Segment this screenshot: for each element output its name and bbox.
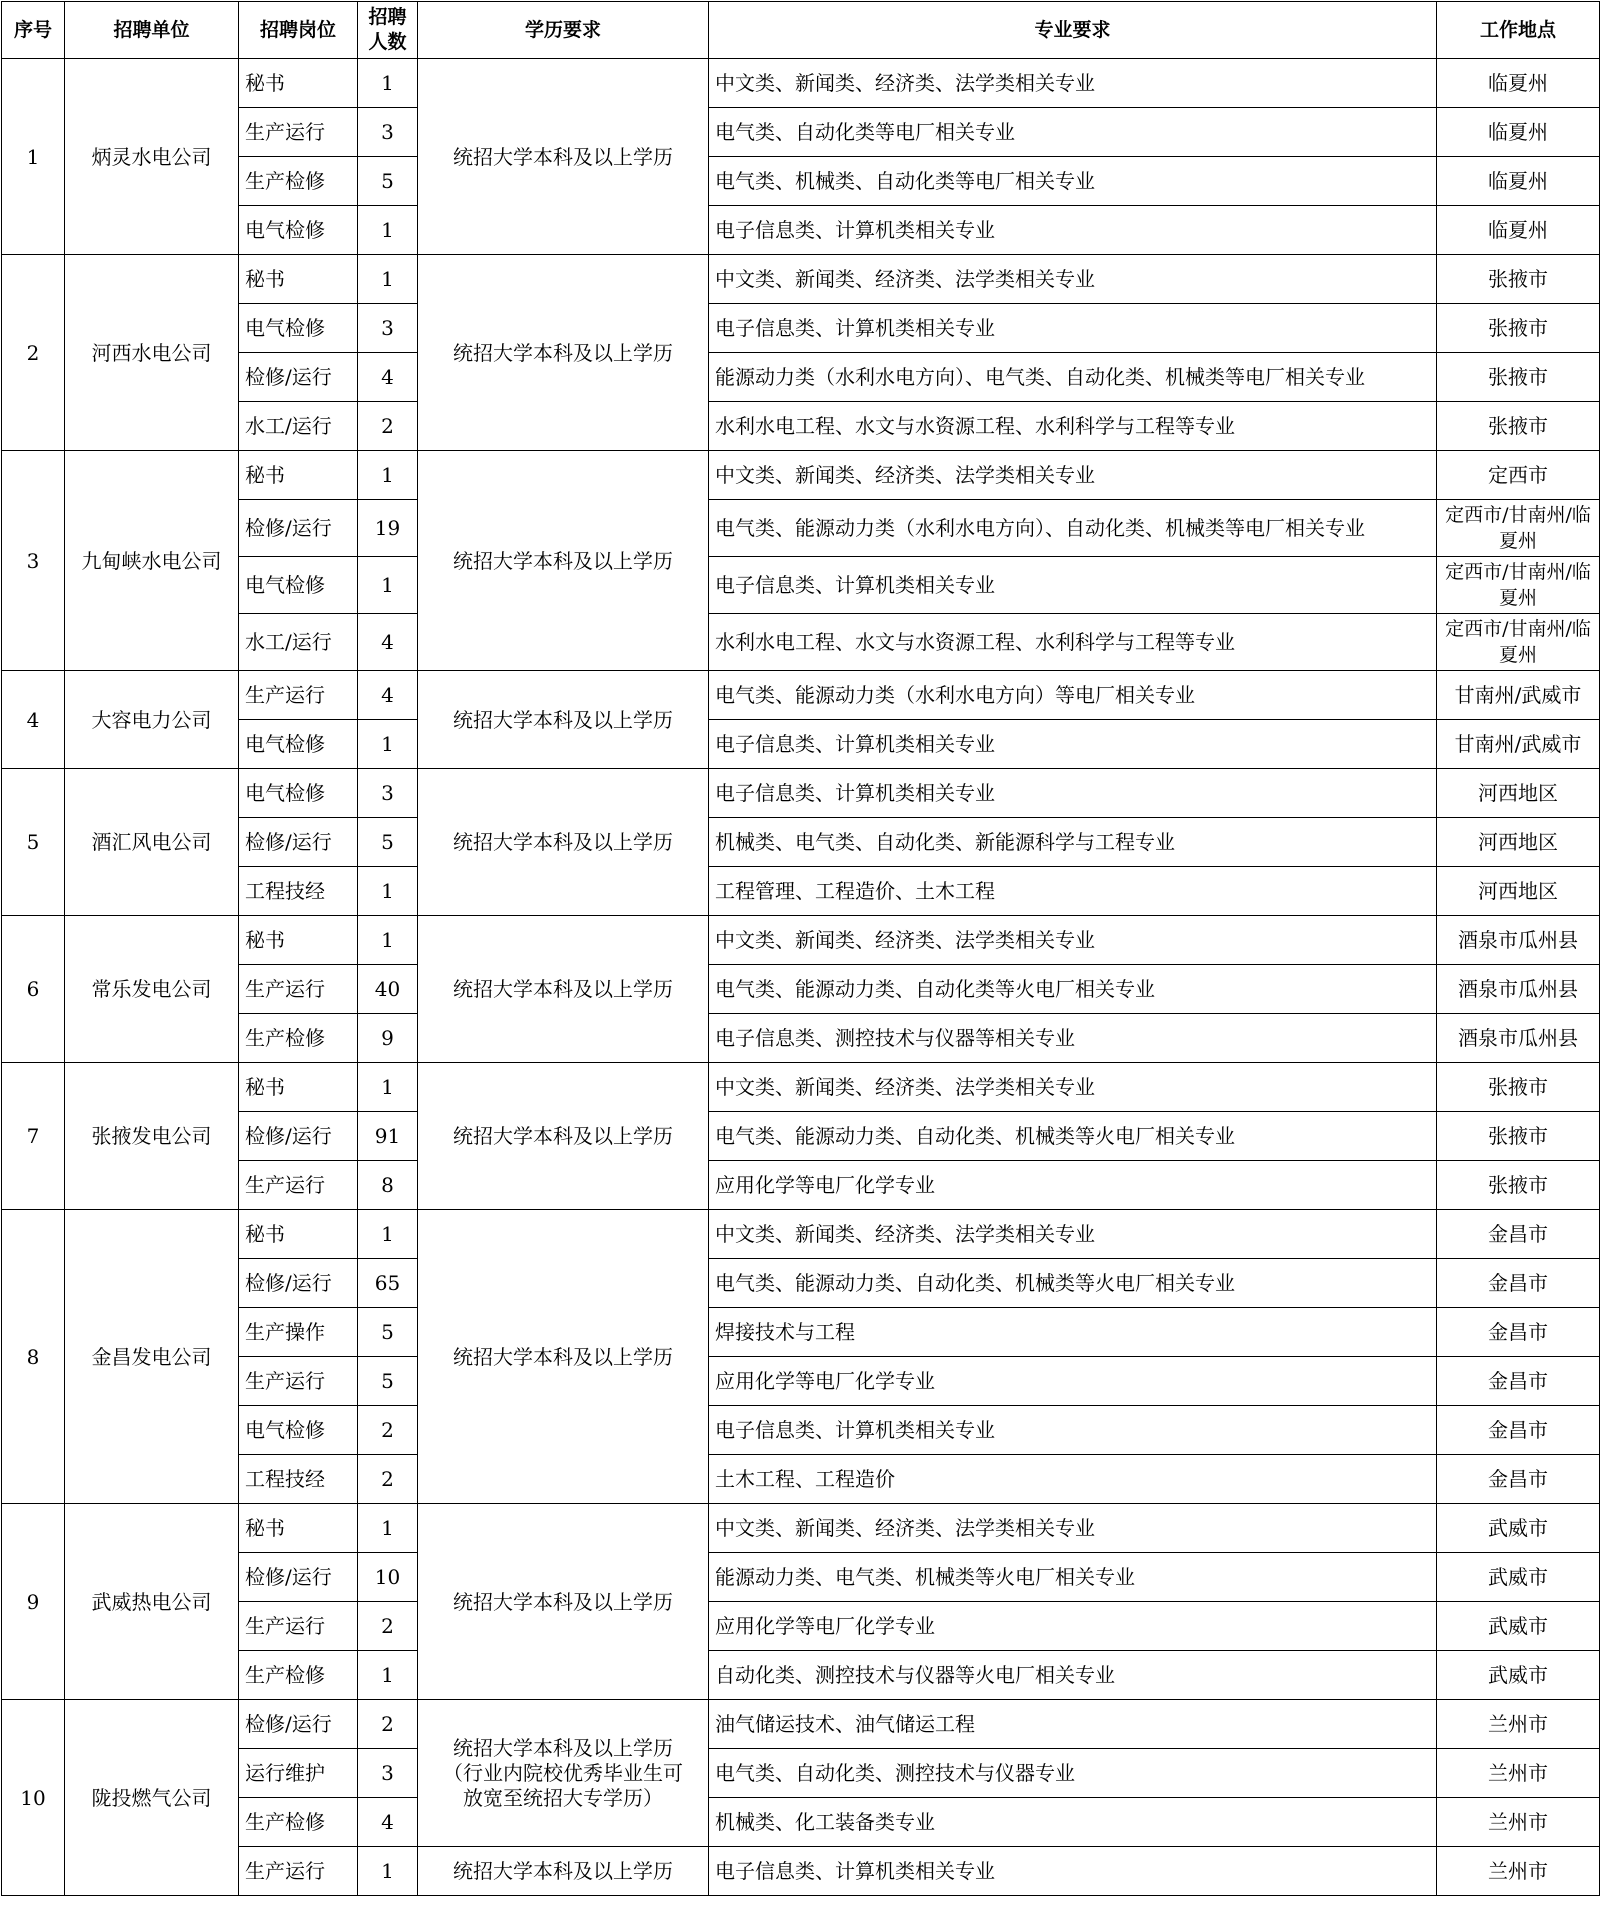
recruitment-table-wrapper: [1, 1, 1600, 1896]
post-cell: 生产运行: [239, 1602, 358, 1651]
count-cell: 1: [358, 916, 418, 965]
count-cell: 1: [358, 255, 418, 304]
table-row: [2, 353, 1600, 402]
major-cell: 电子信息类、计算机类相关专业: [709, 1847, 1437, 1896]
post-cell: 生产检修: [239, 1651, 358, 1700]
table-row: [2, 157, 1600, 206]
count-cell: 1: [358, 867, 418, 916]
table-row: [2, 1749, 1600, 1798]
post-cell: 工程技经: [239, 867, 358, 916]
location-cell: 金昌市: [1437, 1308, 1600, 1357]
location-cell: 甘南州/武威市: [1437, 671, 1600, 720]
post-cell: 检修/运行: [239, 1553, 358, 1602]
unit-cell: 酒汇风电公司: [65, 769, 239, 916]
table-row: [2, 451, 1600, 500]
table-row: [2, 671, 1600, 720]
location-cell: 金昌市: [1437, 1210, 1600, 1259]
seq-cell: 6: [2, 916, 65, 1063]
major-cell: 工程管理、工程造价、土木工程: [709, 867, 1437, 916]
count-cell: 9: [358, 1014, 418, 1063]
location-cell: 定西市/甘南州/临夏州: [1437, 557, 1600, 614]
count-cell: 1: [358, 557, 418, 614]
unit-cell: 河西水电公司: [65, 255, 239, 451]
post-cell: 生产检修: [239, 1798, 358, 1847]
post-cell: 检修/运行: [239, 1112, 358, 1161]
count-cell: 4: [358, 1798, 418, 1847]
table-row: [2, 1112, 1600, 1161]
table-row: [2, 818, 1600, 867]
table-row: [2, 1357, 1600, 1406]
count-cell: 4: [358, 614, 418, 671]
unit-cell: 大容电力公司: [65, 671, 239, 769]
unit-cell: 炳灵水电公司: [65, 59, 239, 255]
location-cell: 临夏州: [1437, 59, 1600, 108]
edu-cell: 统招大学本科及以上学历: [418, 916, 709, 1063]
table-row: [2, 867, 1600, 916]
table-body: [2, 59, 1600, 1896]
edu-cell: 统招大学本科及以上学历（行业内院校优秀毕业生可放宽至统招大专学历）: [418, 1700, 709, 1847]
table-row: [2, 59, 1600, 108]
major-cell: 中文类、新闻类、经济类、法学类相关专业: [709, 451, 1437, 500]
unit-cell: 张掖发电公司: [65, 1063, 239, 1210]
major-cell: 电子信息类、计算机类相关专业: [709, 304, 1437, 353]
count-cell: 10: [358, 1553, 418, 1602]
major-cell: 机械类、化工装备类专业: [709, 1798, 1437, 1847]
location-cell: 武威市: [1437, 1602, 1600, 1651]
major-cell: 电气类、能源动力类（水利水电方向）等电厂相关专业: [709, 671, 1437, 720]
location-cell: 临夏州: [1437, 108, 1600, 157]
location-cell: 甘南州/武威市: [1437, 720, 1600, 769]
seq-cell: 3: [2, 451, 65, 671]
post-cell: 生产操作: [239, 1308, 358, 1357]
post-cell: 电气检修: [239, 769, 358, 818]
table-row: [2, 1210, 1600, 1259]
count-cell: 4: [358, 671, 418, 720]
table-row: [2, 402, 1600, 451]
table-row: [2, 557, 1600, 614]
major-cell: 电气类、能源动力类（水利水电方向）、自动化类、机械类等电厂相关专业: [709, 500, 1437, 557]
post-cell: 电气检修: [239, 720, 358, 769]
seq-cell: 2: [2, 255, 65, 451]
seq-cell: 7: [2, 1063, 65, 1210]
post-cell: 电气检修: [239, 557, 358, 614]
table-row: [2, 206, 1600, 255]
major-cell: 水利水电工程、水文与水资源工程、水利科学与工程等专业: [709, 614, 1437, 671]
major-cell: 中文类、新闻类、经济类、法学类相关专业: [709, 916, 1437, 965]
location-cell: 酒泉市瓜州县: [1437, 965, 1600, 1014]
header-seq: 序号: [2, 2, 65, 59]
count-cell: 3: [358, 1749, 418, 1798]
table-row: [2, 1651, 1600, 1700]
post-cell: 检修/运行: [239, 818, 358, 867]
location-cell: 定西市/甘南州/临夏州: [1437, 500, 1600, 557]
location-cell: 酒泉市瓜州县: [1437, 916, 1600, 965]
location-cell: 金昌市: [1437, 1406, 1600, 1455]
post-cell: 电气检修: [239, 1406, 358, 1455]
count-cell: 5: [358, 157, 418, 206]
post-cell: 秘书: [239, 1210, 358, 1259]
major-cell: 中文类、新闻类、经济类、法学类相关专业: [709, 1210, 1437, 1259]
location-cell: 酒泉市瓜州县: [1437, 1014, 1600, 1063]
post-cell: 生产运行: [239, 1847, 358, 1896]
edu-cell: 统招大学本科及以上学历: [418, 671, 709, 769]
table-row: [2, 614, 1600, 671]
count-cell: 8: [358, 1161, 418, 1210]
post-cell: 生产运行: [239, 965, 358, 1014]
edu-cell: 统招大学本科及以上学历: [418, 769, 709, 916]
location-cell: 金昌市: [1437, 1259, 1600, 1308]
table-row: [2, 1847, 1600, 1896]
major-cell: 中文类、新闻类、经济类、法学类相关专业: [709, 59, 1437, 108]
table-row: [2, 1455, 1600, 1504]
location-cell: 张掖市: [1437, 402, 1600, 451]
table-row: [2, 1798, 1600, 1847]
recruitment-table: [1, 1, 1600, 1896]
location-cell: 兰州市: [1437, 1749, 1600, 1798]
table-row: [2, 1700, 1600, 1749]
seq-cell: 8: [2, 1210, 65, 1504]
major-cell: 电气类、能源动力类、自动化类等火电厂相关专业: [709, 965, 1437, 1014]
count-cell: 2: [358, 1406, 418, 1455]
location-cell: 河西地区: [1437, 867, 1600, 916]
post-cell: 电气检修: [239, 304, 358, 353]
header-major: 专业要求: [709, 2, 1437, 59]
location-cell: 金昌市: [1437, 1455, 1600, 1504]
post-cell: 秘书: [239, 1504, 358, 1553]
edu-cell: 统招大学本科及以上学历: [418, 1063, 709, 1210]
unit-cell: 陇投燃气公司: [65, 1700, 239, 1896]
count-cell: 1: [358, 1063, 418, 1112]
edu-cell: 统招大学本科及以上学历: [418, 255, 709, 451]
major-cell: 水利水电工程、水文与水资源工程、水利科学与工程等专业: [709, 402, 1437, 451]
count-cell: 65: [358, 1259, 418, 1308]
post-cell: 秘书: [239, 255, 358, 304]
post-cell: 秘书: [239, 59, 358, 108]
count-cell: 1: [358, 206, 418, 255]
post-cell: 生产检修: [239, 157, 358, 206]
header-post: 招聘岗位: [239, 2, 358, 59]
table-row: [2, 1063, 1600, 1112]
major-cell: 土木工程、工程造价: [709, 1455, 1437, 1504]
post-cell: 秘书: [239, 451, 358, 500]
seq-cell: 1: [2, 59, 65, 255]
major-cell: 油气储运技术、油气储运工程: [709, 1700, 1437, 1749]
table-row: [2, 1259, 1600, 1308]
count-cell: 2: [358, 1455, 418, 1504]
table-row: [2, 1308, 1600, 1357]
unit-cell: 金昌发电公司: [65, 1210, 239, 1504]
edu-cell: 统招大学本科及以上学历: [418, 1210, 709, 1504]
table-row: [2, 769, 1600, 818]
major-cell: 电子信息类、计算机类相关专业: [709, 769, 1437, 818]
table-row: [2, 1406, 1600, 1455]
location-cell: 张掖市: [1437, 255, 1600, 304]
location-cell: 张掖市: [1437, 1063, 1600, 1112]
post-cell: 检修/运行: [239, 353, 358, 402]
unit-cell: 九甸峡水电公司: [65, 451, 239, 671]
location-cell: 武威市: [1437, 1504, 1600, 1553]
post-cell: 秘书: [239, 916, 358, 965]
location-cell: 临夏州: [1437, 157, 1600, 206]
edu-cell: 统招大学本科及以上学历: [418, 1847, 709, 1896]
major-cell: 应用化学等电厂化学专业: [709, 1161, 1437, 1210]
table-row: [2, 965, 1600, 1014]
unit-cell: 常乐发电公司: [65, 916, 239, 1063]
major-cell: 电子信息类、测控技术与仪器等相关专业: [709, 1014, 1437, 1063]
post-cell: 生产检修: [239, 1014, 358, 1063]
count-cell: 19: [358, 500, 418, 557]
count-cell: 5: [358, 818, 418, 867]
post-cell: 生产运行: [239, 1161, 358, 1210]
location-cell: 河西地区: [1437, 769, 1600, 818]
major-cell: 机械类、电气类、自动化类、新能源科学与工程专业: [709, 818, 1437, 867]
unit-cell: 武威热电公司: [65, 1504, 239, 1700]
count-cell: 1: [358, 1504, 418, 1553]
seq-cell: 10: [2, 1700, 65, 1896]
count-cell: 2: [358, 1602, 418, 1651]
count-cell: 40: [358, 965, 418, 1014]
major-cell: 焊接技术与工程: [709, 1308, 1437, 1357]
major-cell: 电子信息类、计算机类相关专业: [709, 720, 1437, 769]
post-cell: 检修/运行: [239, 1700, 358, 1749]
major-cell: 应用化学等电厂化学专业: [709, 1602, 1437, 1651]
major-cell: 电气类、机械类、自动化类等电厂相关专业: [709, 157, 1437, 206]
post-cell: 生产运行: [239, 108, 358, 157]
post-cell: 运行维护: [239, 1749, 358, 1798]
major-cell: 电气类、能源动力类、自动化类、机械类等火电厂相关专业: [709, 1112, 1437, 1161]
table-row: [2, 108, 1600, 157]
count-cell: 1: [358, 720, 418, 769]
header-row: [2, 2, 1600, 59]
table-row: [2, 1161, 1600, 1210]
count-cell: 5: [358, 1357, 418, 1406]
post-cell: 检修/运行: [239, 500, 358, 557]
edu-cell: 统招大学本科及以上学历: [418, 59, 709, 255]
major-cell: 能源动力类、电气类、机械类等火电厂相关专业: [709, 1553, 1437, 1602]
major-cell: 应用化学等电厂化学专业: [709, 1357, 1437, 1406]
count-cell: 1: [358, 1651, 418, 1700]
major-cell: 能源动力类（水利水电方向）、电气类、自动化类、机械类等电厂相关专业: [709, 353, 1437, 402]
count-cell: 1: [358, 1210, 418, 1259]
location-cell: 兰州市: [1437, 1700, 1600, 1749]
table-row: [2, 304, 1600, 353]
post-cell: 水工/运行: [239, 402, 358, 451]
count-cell: 5: [358, 1308, 418, 1357]
major-cell: 中文类、新闻类、经济类、法学类相关专业: [709, 255, 1437, 304]
location-cell: 河西地区: [1437, 818, 1600, 867]
location-cell: 兰州市: [1437, 1847, 1600, 1896]
table-row: [2, 1014, 1600, 1063]
header-loc: 工作地点: [1437, 2, 1600, 59]
table-row: [2, 255, 1600, 304]
location-cell: 临夏州: [1437, 206, 1600, 255]
major-cell: 电子信息类、计算机类相关专业: [709, 557, 1437, 614]
location-cell: 定西市/甘南州/临夏州: [1437, 614, 1600, 671]
post-cell: 生产运行: [239, 1357, 358, 1406]
count-cell: 3: [358, 108, 418, 157]
table-row: [2, 916, 1600, 965]
major-cell: 电子信息类、计算机类相关专业: [709, 206, 1437, 255]
post-cell: 秘书: [239, 1063, 358, 1112]
location-cell: 张掖市: [1437, 1161, 1600, 1210]
header-edu: 学历要求: [418, 2, 709, 59]
major-cell: 电子信息类、计算机类相关专业: [709, 1406, 1437, 1455]
major-cell: 电气类、能源动力类、自动化类、机械类等火电厂相关专业: [709, 1259, 1437, 1308]
table-row: [2, 1504, 1600, 1553]
table-row: [2, 1553, 1600, 1602]
post-cell: 工程技经: [239, 1455, 358, 1504]
seq-cell: 5: [2, 769, 65, 916]
major-cell: 电气类、自动化类、测控技术与仪器专业: [709, 1749, 1437, 1798]
location-cell: 武威市: [1437, 1553, 1600, 1602]
location-cell: 金昌市: [1437, 1357, 1600, 1406]
table-row: [2, 500, 1600, 557]
header-count: 招聘人数: [358, 2, 418, 59]
location-cell: 张掖市: [1437, 1112, 1600, 1161]
edu-cell: 统招大学本科及以上学历: [418, 1504, 709, 1700]
seq-cell: 9: [2, 1504, 65, 1700]
location-cell: 张掖市: [1437, 353, 1600, 402]
location-cell: 定西市: [1437, 451, 1600, 500]
count-cell: 3: [358, 304, 418, 353]
location-cell: 武威市: [1437, 1651, 1600, 1700]
major-cell: 中文类、新闻类、经济类、法学类相关专业: [709, 1504, 1437, 1553]
major-cell: 自动化类、测控技术与仪器等火电厂相关专业: [709, 1651, 1437, 1700]
post-cell: 电气检修: [239, 206, 358, 255]
table-row: [2, 1602, 1600, 1651]
count-cell: 2: [358, 1700, 418, 1749]
count-cell: 2: [358, 402, 418, 451]
count-cell: 1: [358, 1847, 418, 1896]
post-cell: 水工/运行: [239, 614, 358, 671]
location-cell: 兰州市: [1437, 1798, 1600, 1847]
count-cell: 1: [358, 59, 418, 108]
edu-cell: 统招大学本科及以上学历: [418, 451, 709, 671]
count-cell: 4: [358, 353, 418, 402]
count-cell: 3: [358, 769, 418, 818]
post-cell: 生产运行: [239, 671, 358, 720]
table-row: [2, 720, 1600, 769]
location-cell: 张掖市: [1437, 304, 1600, 353]
major-cell: 中文类、新闻类、经济类、法学类相关专业: [709, 1063, 1437, 1112]
seq-cell: 4: [2, 671, 65, 769]
count-cell: 1: [358, 451, 418, 500]
post-cell: 检修/运行: [239, 1259, 358, 1308]
header-unit: 招聘单位: [65, 2, 239, 59]
count-cell: 91: [358, 1112, 418, 1161]
major-cell: 电气类、自动化类等电厂相关专业: [709, 108, 1437, 157]
